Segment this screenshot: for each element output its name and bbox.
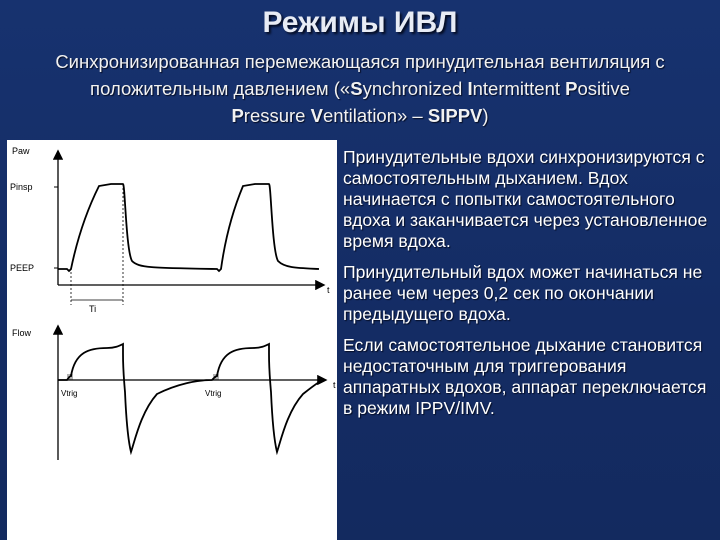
flow-waveform	[58, 344, 321, 452]
subtitle-quote-open: «	[339, 78, 351, 99]
subtitle-word-entilation: entilation» –	[322, 105, 428, 126]
flow-time-label: t	[333, 380, 336, 390]
pressure-waveform	[58, 184, 319, 271]
pinsp-label: Pinsp	[10, 182, 33, 192]
bullet-paragraph-1: Принудительные вдохи синхронизируются с самостоятельным дыханием. Вдох начинается с попытки самостоятельного вдоха и заканчивается через установленное время вдоха.	[343, 147, 708, 251]
subtitle-abbreviation: SIPPV	[427, 105, 483, 126]
vtrig-label-1: Vtrig	[61, 389, 78, 398]
flow-axis-label: Flow	[12, 328, 32, 338]
subtitle-word-ynchronized: ynchronized	[362, 78, 468, 99]
slide-title: Режимы ИВЛ	[262, 6, 458, 39]
slide-subtitle	[20, 48, 700, 129]
ventilation-waveform-figure	[7, 140, 337, 540]
subtitle-letter-p1: P	[565, 78, 578, 99]
subtitle-word-ositive: ositive	[577, 78, 630, 99]
pressure-time-label: t	[327, 285, 330, 295]
waveform-svg	[7, 140, 337, 540]
pressure-axis-label: Paw	[12, 146, 30, 156]
subtitle-paren-close: )	[482, 105, 489, 126]
subtitle-word-ntermittent: ntermittent	[472, 78, 566, 99]
vtrig-label-2: Vtrig	[205, 389, 222, 398]
subtitle-word-ressure: ressure	[243, 105, 311, 126]
bullet-text-block	[343, 147, 708, 429]
ti-label: Ti	[89, 304, 97, 314]
bullet-paragraph-2: Принудительный вдох может начинаться не ранее чем через 0,2 сек по окончании предыдущего вдоха.	[343, 262, 703, 324]
bullet-paragraph-3: Если самостоятельное дыхание становится недостаточным для триггерования аппаратных вдохов, аппарат переключается в режим IPPV/IMV.	[343, 335, 707, 418]
subtitle-line-2: положительным давлением (	[90, 78, 340, 99]
peep-label: PEEP	[10, 263, 35, 273]
subtitle-letter-p2: P	[231, 105, 244, 126]
subtitle-letter-s: S	[350, 78, 363, 99]
subtitle-line-1: Синхронизированная перемежающаяся принудительная вентиляция с	[55, 51, 665, 72]
subtitle-letter-v: V	[310, 105, 323, 126]
subtitle-letter-i: I	[467, 78, 473, 99]
